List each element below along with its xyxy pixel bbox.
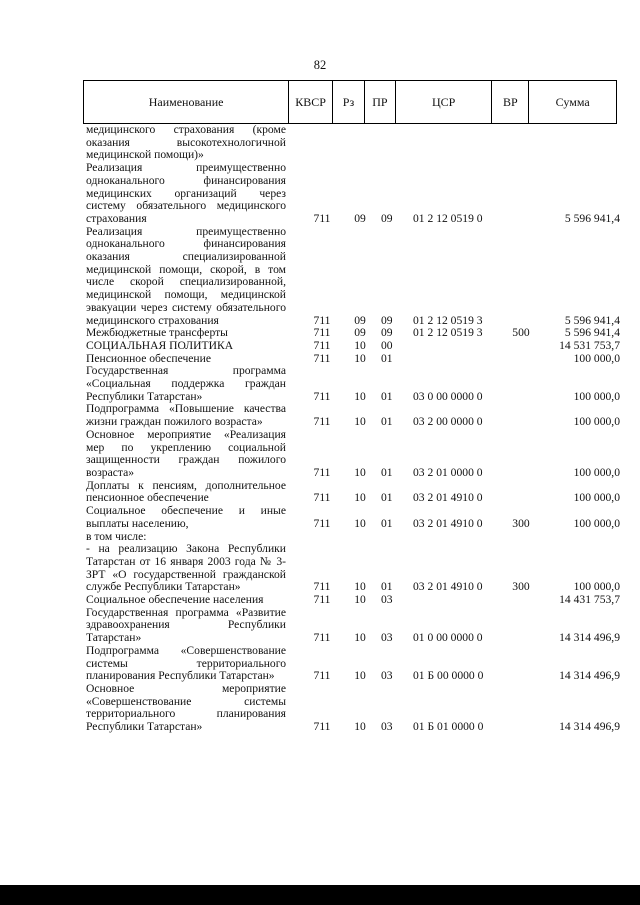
row-pr: 01 (381, 465, 393, 479)
row-name: Реализация преимущественно одноканального финансирования медицинских организаций через систему обязательного медицинского страхования (86, 161, 286, 225)
row-kvsr: 711 (313, 313, 331, 327)
row-sum: 5 596 941,4 (564, 313, 620, 327)
row-name: Реализация преимущественно одноканального финансирования оказания специализированной медицинской помощи, скорой, в том числе скорой специализированной, медицинской помощи, медицинской эвакуации через систему обязательного медицинского страхования (86, 224, 286, 327)
table-row (0, 683, 640, 734)
row-name: Государственная программа «Развитие здравоохранения Республики Татарстан» (86, 605, 286, 645)
row-name: Социальное обеспечение и иные выплаты населению, (86, 504, 286, 530)
row-rz: 10 (354, 580, 366, 594)
row-name: Подпрограмма «Повышение качества жизни граждан пожилого возраста» (86, 402, 286, 429)
row-kvsr: 711 (313, 669, 331, 683)
row-pr: 00 (381, 338, 393, 352)
row-vr: 500 (512, 326, 530, 340)
row-kvsr: 711 (313, 631, 331, 645)
row-csr: 03 2 01 0000 0 (413, 465, 483, 479)
table-row (0, 645, 640, 683)
row-sum: 100 000,0 (573, 491, 620, 505)
row-name: Основное мероприятие «Совершенствование системы территориального планирования Республики Татарстан» (86, 681, 286, 734)
row-kvsr: 711 (313, 465, 331, 479)
row-rz: 10 (354, 338, 366, 352)
header-rz: Рз (333, 81, 365, 123)
row-rz: 10 (354, 631, 366, 645)
row-rz: 09 (354, 326, 366, 340)
row-csr: 03 2 01 4910 0 (413, 580, 483, 594)
table-row (0, 403, 640, 428)
row-kvsr: 711 (313, 351, 331, 365)
header-csr: ЦСР (396, 81, 493, 123)
row-pr: 09 (381, 313, 393, 327)
table-row (0, 480, 640, 505)
row-rz: 10 (354, 720, 366, 734)
row-name: Подпрограмма «Совершенствование системы территориального планирования Республики Татарстан» (86, 643, 286, 683)
row-pr: 01 (381, 351, 393, 365)
row-rz: 10 (354, 351, 366, 365)
row-sum: 5 596 941,4 (564, 326, 620, 340)
row-name: Доплаты к пенсиям, дополнительное пенсионное обеспечение (86, 478, 286, 505)
row-name: Пенсионное обеспечение (86, 351, 211, 365)
row-rz: 10 (354, 465, 366, 479)
row-kvsr: 711 (313, 389, 331, 403)
row-pr: 01 (381, 516, 393, 530)
row-rz: 10 (354, 516, 366, 530)
row-sum: 14 431 753,7 (559, 593, 620, 607)
row-sum: 14 314 496,9 (559, 720, 620, 734)
row-pr: 03 (381, 631, 393, 645)
table-row (0, 124, 640, 162)
header-name: Наименование (84, 81, 289, 123)
row-sum: 14 531 753,7 (559, 338, 620, 352)
row-rz: 10 (354, 593, 366, 607)
row-name: - на реализацию Закона Республики Татарстан от 16 января 2003 года № 3-ЗРТ «О государственной гражданской службе Республики Татарстан» (86, 542, 286, 594)
row-rz: 10 (354, 389, 366, 403)
scan-edge (0, 885, 640, 905)
row-name: Межбюджетные трансферты (86, 326, 228, 340)
row-pr: 03 (381, 720, 393, 734)
row-rz: 09 (354, 211, 366, 225)
row-sum: 100 000,0 (573, 351, 620, 365)
row-csr: 03 2 01 4910 0 (413, 491, 483, 505)
row-kvsr: 711 (313, 211, 331, 225)
row-name: СОЦИАЛЬНАЯ ПОЛИТИКА (86, 338, 234, 352)
row-rz: 10 (354, 491, 366, 505)
row-kvsr: 711 (313, 580, 331, 594)
row-kvsr: 711 (313, 415, 331, 429)
row-pr: 09 (381, 211, 393, 225)
header-sum: Сумма (555, 94, 590, 109)
table-row (0, 226, 640, 328)
header-kvsr: КВСР (289, 81, 333, 123)
table-row (0, 505, 640, 530)
row-sum: 100 000,0 (573, 415, 620, 429)
row-pr: 01 (381, 491, 393, 505)
row-kvsr: 711 (313, 516, 331, 530)
row-name: медицинского страхования (кроме оказания высокотехнологичной медицинской помощи)» (86, 123, 286, 162)
row-name: Основное мероприятие «Реализация мер по укреплению социальной защищенности граждан пожилого возраста» (86, 427, 286, 479)
row-sum: 14 314 496,9 (559, 669, 620, 683)
table-row (0, 365, 640, 403)
table-row (0, 543, 640, 594)
row-csr: 01 2 12 0519 0 (413, 211, 483, 225)
row-pr: 01 (381, 580, 393, 594)
header-vr: ВР (492, 81, 529, 123)
row-rz: 10 (354, 669, 366, 683)
row-csr: 01 0 00 0000 0 (413, 631, 483, 645)
table-row (0, 607, 640, 645)
page-number: 82 (313, 58, 327, 72)
row-pr: 01 (381, 415, 393, 429)
row-name: Государственная программа «Социальная поддержка граждан Республики Татарстан» (86, 364, 286, 403)
row-pr: 03 (381, 669, 393, 683)
row-csr: 01 Б 01 0000 0 (413, 720, 484, 734)
table-row (0, 162, 640, 226)
row-vr: 300 (512, 580, 530, 594)
row-sum: 100 000,0 (573, 580, 620, 594)
table-row (0, 340, 640, 353)
row-sum: 14 314 496,9 (559, 631, 620, 645)
row-kvsr: 711 (313, 593, 331, 607)
table-row (0, 429, 640, 480)
row-sum: 100 000,0 (573, 465, 620, 479)
row-csr: 01 Б 00 0000 0 (413, 669, 484, 683)
row-rz: 10 (354, 415, 366, 429)
row-vr: 300 (512, 516, 530, 530)
row-pr: 03 (381, 593, 393, 607)
row-name: в том числе: (86, 529, 147, 543)
header-pr: ПР (365, 81, 396, 123)
row-csr: 03 2 01 4910 0 (413, 516, 483, 530)
row-kvsr: 711 (313, 326, 331, 340)
row-csr: 03 2 00 0000 0 (413, 415, 483, 429)
row-csr: 01 2 12 0519 3 (413, 313, 483, 327)
row-csr: 01 2 12 0519 3 (413, 326, 483, 340)
table-row (0, 594, 640, 607)
row-kvsr: 711 (313, 491, 331, 505)
row-kvsr: 711 (313, 720, 331, 734)
row-sum: 100 000,0 (573, 516, 620, 530)
row-kvsr: 711 (313, 338, 331, 352)
row-name: Социальное обеспечение населения (86, 593, 264, 607)
table-header (83, 80, 617, 124)
row-pr: 01 (381, 389, 393, 403)
row-sum: 100 000,0 (573, 389, 620, 403)
row-rz: 09 (354, 313, 366, 327)
table-body (0, 124, 640, 734)
row-sum: 5 596 941,4 (564, 211, 620, 225)
row-pr: 09 (381, 326, 393, 340)
row-csr: 03 0 00 0000 0 (413, 389, 483, 403)
